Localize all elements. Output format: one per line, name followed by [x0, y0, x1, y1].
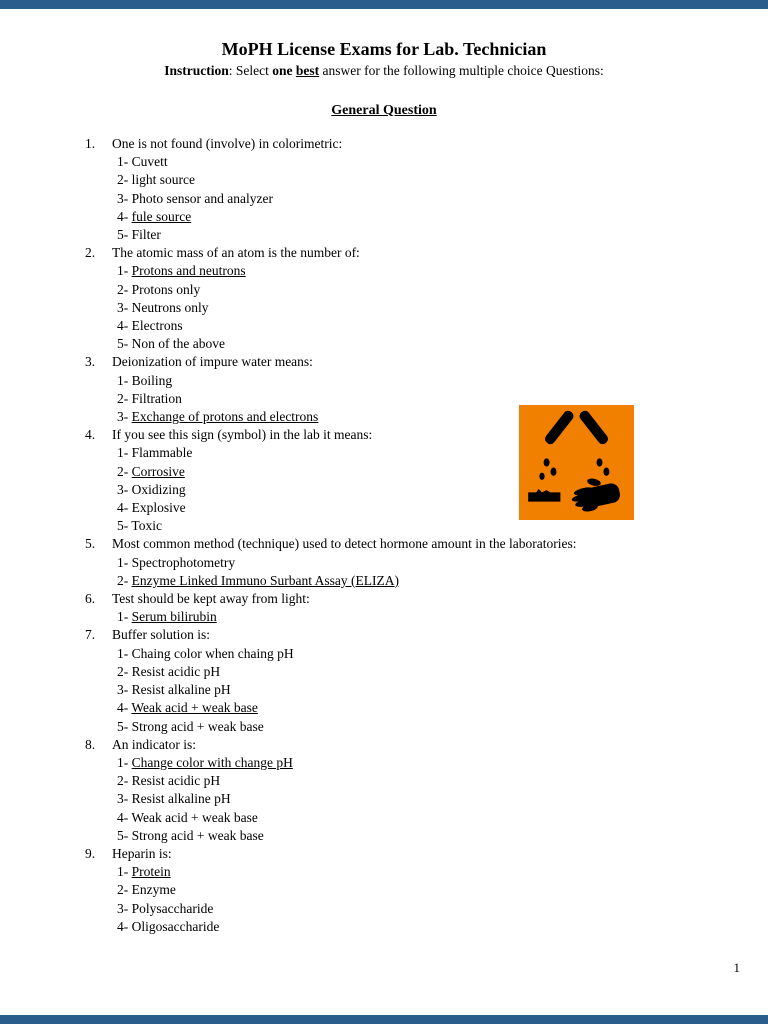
question-stem: If you see this sign (symbol) in the lab it means:	[112, 427, 373, 443]
answer-option	[0, 754, 768, 772]
answer-option	[0, 317, 768, 335]
answer-option	[0, 881, 768, 899]
viewer-top-bar	[0, 0, 768, 9]
corrosive-hazard-sign-image	[519, 404, 634, 521]
option-text: Strong acid + weak base	[131, 827, 264, 843]
option-text: Cuvett	[131, 154, 168, 170]
question-text	[0, 845, 768, 863]
question-text	[0, 736, 768, 754]
answer-option	[0, 900, 768, 918]
viewer-bottom-bar	[0, 1015, 768, 1024]
option-text: Protons and neutrons	[131, 263, 246, 279]
question	[0, 535, 768, 590]
question-list	[0, 135, 768, 936]
question	[0, 244, 768, 353]
answer-option	[0, 226, 768, 244]
option-label: 2-	[117, 172, 132, 188]
question-stem: Test should be kept away from light:	[112, 591, 310, 607]
option-text: Protons only	[131, 281, 201, 297]
option-label: 5-	[117, 336, 132, 352]
option-text: Toxic	[131, 518, 162, 534]
answer-option	[0, 572, 768, 590]
option-label: 2-	[117, 882, 132, 898]
option-label: 1-	[117, 263, 132, 279]
option-text: Non of the above	[131, 336, 225, 352]
option-text: Resist acidic pH	[131, 773, 221, 789]
answer-option	[0, 645, 768, 663]
option-label: 2-	[117, 390, 132, 406]
question-number: 4.	[85, 427, 96, 443]
option-label: 1-	[117, 445, 132, 461]
question	[0, 736, 768, 845]
option-label: 4-	[117, 318, 132, 334]
answer-option	[0, 699, 768, 717]
question	[0, 426, 768, 535]
option-text: Oxidizing	[131, 481, 186, 497]
option-text: Filtration	[131, 390, 182, 406]
option-label: 4-	[117, 918, 132, 934]
question-text	[0, 353, 768, 371]
option-label: 3-	[117, 409, 132, 425]
answer-option	[0, 190, 768, 208]
option-label: 4-	[117, 700, 132, 716]
option-text: Serum bilirubin	[131, 609, 217, 625]
instruction-segment: Instruction	[164, 63, 229, 78]
option-text: Enzyme	[131, 882, 176, 898]
option-label: 3-	[117, 299, 132, 315]
option-text: Weak acid + weak base	[131, 700, 258, 716]
answer-option	[0, 681, 768, 699]
option-label: 1-	[117, 372, 132, 388]
question-number: 8.	[85, 736, 96, 752]
corrosive-icon	[519, 404, 634, 521]
question-text	[0, 535, 768, 553]
answer-option	[0, 918, 768, 936]
option-text: Boiling	[131, 372, 173, 388]
answer-option	[0, 299, 768, 317]
answer-option	[0, 408, 768, 426]
section-heading: General Question	[331, 103, 437, 118]
answer-option	[0, 481, 768, 499]
option-text: Protein	[131, 864, 171, 880]
answer-option	[0, 517, 768, 535]
option-label: 4-	[117, 809, 132, 825]
option-text: Resist alkaline pH	[131, 682, 231, 698]
instruction-line	[0, 63, 768, 79]
option-label: 5-	[117, 518, 132, 534]
question	[0, 590, 768, 626]
option-text: Spectrophotometry	[131, 554, 236, 570]
option-text: Change color with change pH	[131, 754, 293, 770]
option-text: fule source	[131, 208, 192, 224]
option-text: Filter	[131, 227, 161, 243]
question-number: 7.	[85, 627, 96, 643]
answer-option	[0, 444, 768, 462]
answer-option	[0, 608, 768, 626]
option-text: Flammable	[131, 445, 193, 461]
option-label: 3-	[117, 900, 132, 916]
instruction-segment: one	[272, 63, 293, 78]
option-label: 5-	[117, 718, 132, 734]
question-text	[0, 135, 768, 153]
answer-option	[0, 554, 768, 572]
answer-option	[0, 827, 768, 845]
answer-option	[0, 663, 768, 681]
question-text	[0, 590, 768, 608]
instruction-segment: best	[295, 63, 320, 78]
question-stem: An indicator is:	[112, 736, 196, 752]
answer-option	[0, 772, 768, 790]
option-label: 2-	[117, 572, 132, 588]
option-text: light source	[131, 172, 195, 188]
option-text: Enzyme Linked Immuno Surbant Assay (ELIZA)	[131, 572, 399, 588]
option-text: Weak acid + weak base	[131, 809, 258, 825]
question-number: 3.	[85, 354, 96, 370]
option-label: 3-	[117, 791, 132, 807]
question-text	[0, 626, 768, 644]
option-text: Explosive	[131, 500, 186, 516]
option-label: 3-	[117, 190, 132, 206]
answer-option	[0, 809, 768, 827]
option-text: Electrons	[131, 318, 183, 334]
question-text	[0, 244, 768, 262]
question	[0, 845, 768, 936]
question-stem: Most common method (technique) used to detect hormone amount in the laboratories:	[112, 536, 577, 552]
question-stem: One is not found (involve) in colorimetric:	[112, 136, 343, 151]
option-label: 2-	[117, 663, 132, 679]
question-number: 5.	[85, 536, 96, 552]
question-stem: The atomic mass of an atom is the number of:	[112, 245, 360, 261]
question-stem: Heparin is:	[112, 845, 172, 861]
option-label: 3-	[117, 481, 132, 497]
instruction-segment: : Select	[228, 63, 273, 78]
option-text: Oligosaccharide	[131, 918, 220, 934]
question	[0, 353, 768, 426]
option-label: 1-	[117, 609, 132, 625]
question-number: 2.	[85, 245, 96, 261]
answer-option	[0, 463, 768, 481]
answer-option	[0, 262, 768, 280]
option-label: 2-	[117, 773, 132, 789]
page-title: MoPH License Exams for Lab. Technician	[221, 39, 547, 59]
option-text: Resist acidic pH	[131, 663, 221, 679]
question-number: 1.	[85, 136, 96, 151]
option-text: Resist alkaline pH	[131, 791, 231, 807]
answer-option	[0, 208, 768, 226]
option-label: 4-	[117, 500, 132, 516]
answer-option	[0, 335, 768, 353]
option-label: 3-	[117, 682, 132, 698]
option-label: 2-	[117, 463, 132, 479]
option-label: 4-	[117, 208, 132, 224]
question	[0, 135, 768, 244]
option-text: Polysaccharide	[131, 900, 214, 916]
option-label: 1-	[117, 554, 132, 570]
answer-option	[0, 171, 768, 189]
option-text: Chaing color when chaing pH	[131, 645, 294, 661]
option-label: 5-	[117, 827, 132, 843]
option-text: Corrosive	[131, 463, 185, 479]
option-label: 1-	[117, 645, 132, 661]
option-text: Neutrons only	[131, 299, 209, 315]
instruction-segment: answer for the following multiple choice Questions:	[319, 63, 604, 78]
answer-option	[0, 390, 768, 408]
page-content	[0, 9, 768, 936]
option-label: 1-	[117, 754, 132, 770]
question	[0, 626, 768, 735]
page-number: 1	[733, 960, 740, 975]
answer-option	[0, 372, 768, 390]
answer-option	[0, 790, 768, 808]
answer-option	[0, 281, 768, 299]
option-label: 1-	[117, 864, 132, 880]
answer-option	[0, 718, 768, 736]
question-stem: Deionization of impure water means:	[112, 354, 313, 370]
answer-option	[0, 863, 768, 881]
question-number: 6.	[85, 591, 96, 607]
answer-option	[0, 153, 768, 171]
option-text: Exchange of protons and electrons	[131, 409, 319, 425]
answer-option	[0, 499, 768, 517]
question-text	[0, 426, 768, 444]
option-label: 1-	[117, 154, 132, 170]
option-text: Photo sensor and analyzer	[131, 190, 273, 206]
option-label: 5-	[117, 227, 132, 243]
question-stem: Buffer solution is:	[112, 627, 211, 643]
question-number: 9.	[85, 845, 96, 861]
option-text: Strong acid + weak base	[131, 718, 264, 734]
option-label: 2-	[117, 281, 132, 297]
